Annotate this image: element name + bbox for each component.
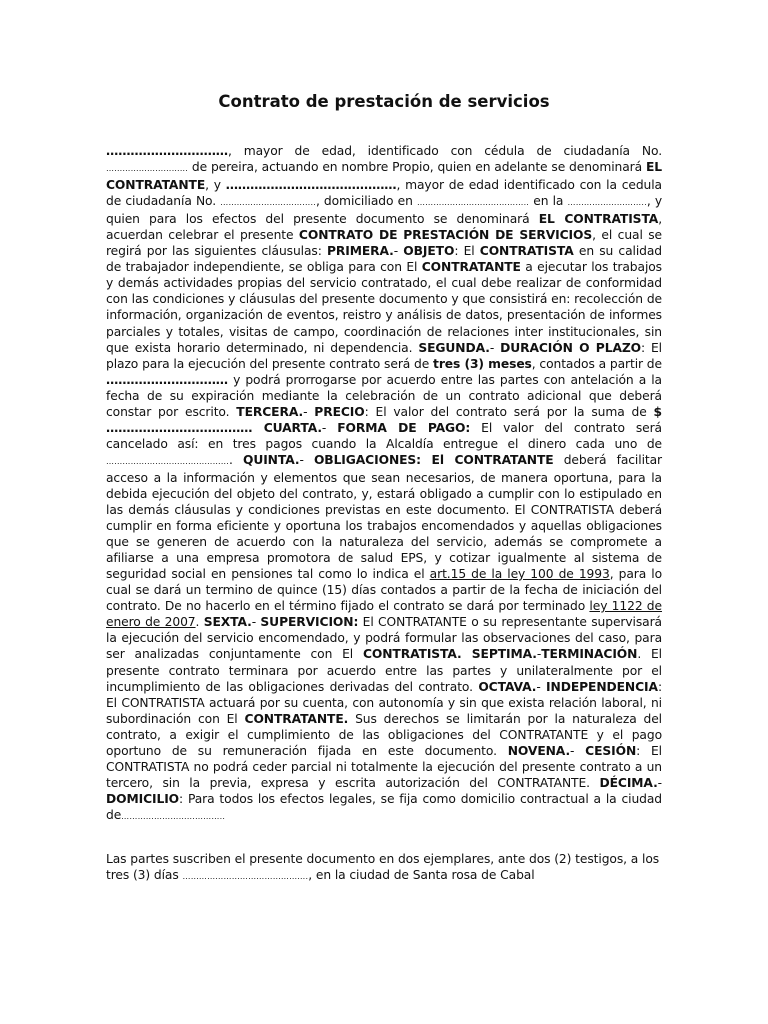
text-run: El CONTRATANTE o su representante supervisará la ejecución del servicio encomendado, y podrá formular las observaciones del caso, para ser analizadas conjuntamente con El [106,615,662,662]
blank-fill-line: ……………………….. [567,198,647,208]
bold-text-run: CONTRATANTE. [244,711,349,726]
bold-text-run: CONTRATANTE [421,260,521,275]
bold-text-run: PRECIO [314,404,365,419]
text-run: Las partes suscriben el presente documento en dos ejemplares, ante dos (2) testigos, a los tres (3) días [106,852,660,883]
text-run: El valor del contrato será cancelado así: en tres pagos cuando la Alcaldía entregue el dinero cada uno de [106,420,662,451]
text-run: , mayor de edad, identificado con cédula de ciudadanía No. [227,144,662,158]
text-run: - [393,244,404,259]
closing-paragraph [106,851,666,885]
bold-text-run: DURACIÓN O PLAZO [500,340,642,355]
text-run: : El plazo para la ejecución del presente contrato será de [106,340,662,371]
bold-text-run: SUPERVICION: [260,615,359,630]
text-run: : El [454,244,480,259]
bold-text-run: CESIÓN [585,743,637,758]
bold-text-run: CONTRATISTA [479,244,574,259]
bold-text-run: DOMICILIO [106,791,180,806]
text-run: . El presente contrato terminara por acuerdo entre las partes y unilateralmente por el incumplimiento de las obligaciones derivadas del contrato. [106,647,662,694]
text-run: Sus derechos se limitarán por la naturaleza del contrato, a exigir el cumplimiento de las obligaciones del CONTRATANTE y el pago oportuno de su remuneración fijada en este documento. [106,711,662,758]
text-run: - [299,452,314,467]
blank-fill-line: ……………………………….. [121,811,226,821]
text-run: : Para todos los efectos legales, se fija como domicilio contractual a la ciudad de [106,791,662,822]
blank-fill-line: …………………………….. [220,198,316,208]
bold-text-run: SEGUNDA. [418,340,490,355]
text-run: - [489,340,501,355]
bold-text-run: INDEPENDENCIA [546,679,658,694]
text-run: , mayor de edad identificado con la cedula de ciudadanía No. [106,178,662,209]
bold-text-run: NOVENA. [507,743,571,758]
text-run: - [321,420,338,435]
bold-text-run: CONTRATO DE PRESTACIÓN DE SERVICIOS [298,228,593,243]
text-run: , y [205,178,226,193]
text-run: , domiciliado en [315,194,417,209]
text-run: de pereira, actuando en nombre Propio, quien en adelante se denominará [188,160,646,175]
text-run: - [657,775,662,790]
text-run: , acuerdan celebrar el presente [106,212,663,243]
blank-fill-line: ………………………………………. [182,872,309,882]
bold-text-run: …………………………………… [225,178,397,193]
contract-body-paragraph [106,143,662,825]
bold-text-run: CONTRATISTA. SEPTIMA. [362,647,537,662]
text-run: - [570,743,586,758]
legal-reference: ley 1122 de enero de 2007 [106,599,662,630]
text-run: - [303,404,315,419]
text-run: : El CONTRATISTA no podrá ceder parcial ni totalmente la ejecución del presente contrato a un tercero, sin la previa, expresa y escrita autorización del CONTRATANTE. [106,743,662,790]
bold-text-run: $ ……………………………… CUARTA. [106,404,662,435]
text-run: - [536,647,542,662]
bold-text-run: ………………………… [106,372,228,387]
text-run: : El CONTRATISTA actuará por su cuenta, con autonomía y sin que exista relación laboral, ni subordinación con El [106,679,662,726]
text-run: , en la ciudad de Santa rosa de Cabal [308,868,535,883]
text-run: - [251,615,261,630]
text-run: , contados a partir de [531,356,662,371]
bold-text-run: DÉCIMA. [599,775,658,790]
text-run: a ejecutar los trabajos y demás actividades propias del servicio contratado, el cual debe realizar de conformidad con las condiciones y cláusulas del presente documento y que consistirá en: recolección de información, organización de eventos, reistro y análisis de datos, presentación de informes parciales y totales, visitas de campo, coordinación de relaciones inter institucionales, sin que exista horario determinado, ni dependencia. [106,260,662,355]
blank-fill-line: ………………………… [106,164,188,174]
bold-text-run: TERMINACIÓN [541,647,638,662]
bold-text-run: PRIMERA. [326,244,394,259]
text-run: : El valor del contrato será por la suma de [364,404,654,419]
text-run: . [229,452,243,467]
text-run: y podrá prorrogarse por acuerdo entre las partes con antelación a la fecha de su expiración mediante la celebración de un contrato adicional que deberá constar por escrito. [106,372,662,419]
bold-text-run: EL CONTRATISTA [538,212,659,227]
text-run: , para lo cual se dará un termino de quince (15) días contados a partir de la fecha de iniciación del contrato. De no hacerlo en el término fijado el contrato se dará por terminado [106,567,663,614]
bold-text-run: TERCERA. [236,404,304,419]
text-run: . [195,615,204,630]
bold-text-run: tres (3) meses [433,356,532,371]
text-run: en la [529,194,568,209]
bold-text-run: SEXTA. [203,615,252,630]
text-run: - [536,679,547,694]
document-title: Contrato de prestación de servicios [218,92,550,111]
bold-text-run: QUINTA. [242,452,300,467]
text-run: , el cual se regirá por las siguientes cláusulas: [106,228,662,259]
legal-reference: art.15 de la ley 100 de 1993 [429,567,610,582]
text-run: en su calidad de trabajador independiente, se obliga para con El [106,244,662,275]
bold-text-run: OBJETO [403,244,455,259]
blank-fill-line: ……………………………………… [106,456,229,466]
text-run: , y quien para los efectos del presente documento se denominará [106,194,662,227]
bold-text-run: FORMA DE PAGO: [337,420,471,435]
bold-text-run: OCTAVA. [478,679,537,694]
text-run: deberá facilitar acceso a la información y elementos que sean necesarios, de manera oportuna, para la debida ejecución del objeto del contrato, y, estará obligado a cumplir con lo estipulado en las demás cláusulas y condiciones previstas en este documento. El CONTRATISTA deberá cumplir en forma eficiente y oportuna los trabajos encomendados y aquellas obligaciones que se generen de acuerdo con la naturaleza del servicio, además se compromete a afiliarse a una empresa promotora de salud EPS, y cotizar igualmente al sistema de seguridad social en pensiones tal como lo indica el [106,452,662,582]
bold-text-run: OBLIGACIONES: El CONTRATANTE [313,452,554,467]
bold-text-run: ………………………… [106,144,228,158]
bold-text-run: EL CONTRATANTE [106,160,662,193]
blank-fill-line: ………………………………….. [416,198,530,208]
